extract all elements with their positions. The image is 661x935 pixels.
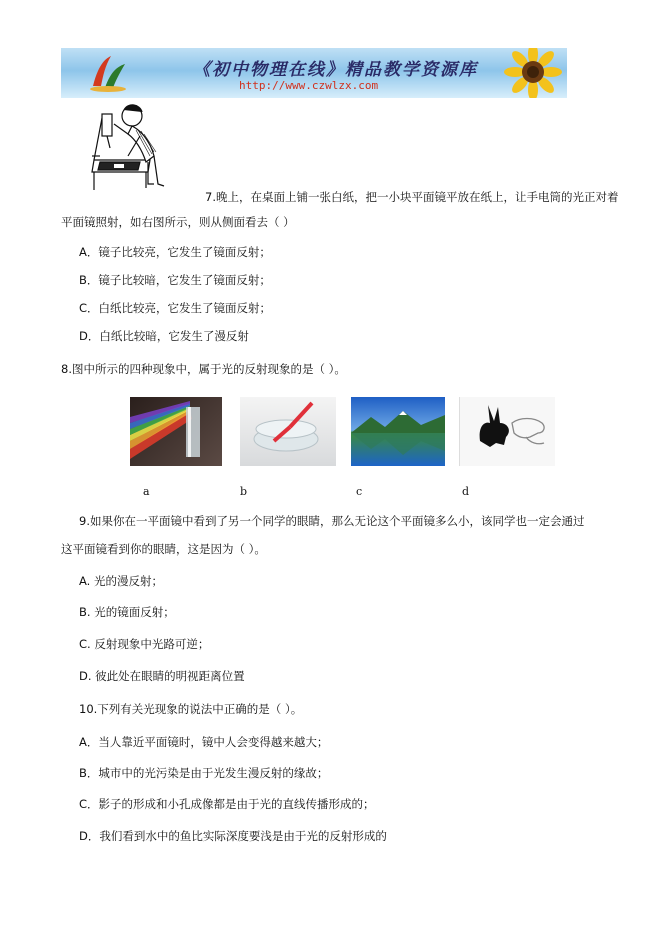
q9-option-c: C. 反射现象中光路可逆； [79, 637, 210, 651]
q7-stem-line2: 平面镜照射，如右图所示，则从侧面看去（ ） [61, 215, 295, 229]
photo-label-d: d [462, 485, 470, 498]
q9-stem-line2: 这平面镜看到你的眼睛，这是因为（ ）。 [61, 542, 266, 556]
photo-label-a: a [143, 485, 150, 498]
q9-option-d: D. 彼此处在眼睛的明视距离位置 [79, 669, 245, 683]
photo-c-lake-reflection [351, 397, 445, 466]
q9-option-a: A. 光的漫反射； [79, 574, 163, 588]
photo-label-c: c [356, 485, 363, 498]
q10-stem: 10.下列有关光现象的说法中正确的是（ ）。 [79, 702, 303, 716]
header-title: 《初中物理在线》精品教学资源库 [193, 60, 478, 80]
photo-a-prism [130, 397, 222, 466]
q9-option-b: B. 光的镜面反射； [79, 605, 175, 619]
q7-option-b: B．镜子比较暗，它发生了镜面反射； [79, 273, 271, 287]
header-banner [61, 48, 567, 98]
logo-icon [85, 52, 131, 94]
q10-option-a: A．当人靠近平面镜时，镜中人会变得越来越大； [79, 735, 329, 749]
q10-option-d: D．我们看到水中的鱼比实际深度要浅是由于光的反射形成的 [79, 829, 387, 843]
q7-option-d: D．白纸比较暗，它发生了漫反射 [79, 329, 249, 343]
flashlight-mirror-illustration [88, 100, 184, 192]
header-url: http://www.czwlzx.com [239, 79, 379, 92]
sunflower-icon [499, 48, 567, 98]
q7-option-c: C．白纸比较亮，它发生了镜面反射； [79, 301, 272, 315]
q10-option-b: B．城市中的光污染是由于光发生漫反射的缘故； [79, 766, 329, 780]
photo-d-hand-shadow [459, 397, 555, 466]
photo-b-straw-in-water [240, 397, 336, 466]
q7-stem-line1: 7.晚上，在桌面上铺一张白纸，把一小块平面镜平放在纸上，让手电筒的光正对着 [205, 190, 619, 204]
q7-option-a: A．镜子比较亮，它发生了镜面反射； [79, 245, 271, 259]
q9-stem-line1: 9.如果你在一平面镜中看到了另一个同学的眼睛，那么无论这个平面镜多么小，该同学也一定会通过 [79, 514, 585, 528]
q10-option-c: C．影子的形成和小孔成像都是由于光的直线传播形成的； [79, 797, 375, 811]
q8-stem: 8.图中所示的四种现象中，属于光的反射现象的是（ ）。 [61, 362, 346, 376]
photo-label-b: b [240, 485, 248, 498]
